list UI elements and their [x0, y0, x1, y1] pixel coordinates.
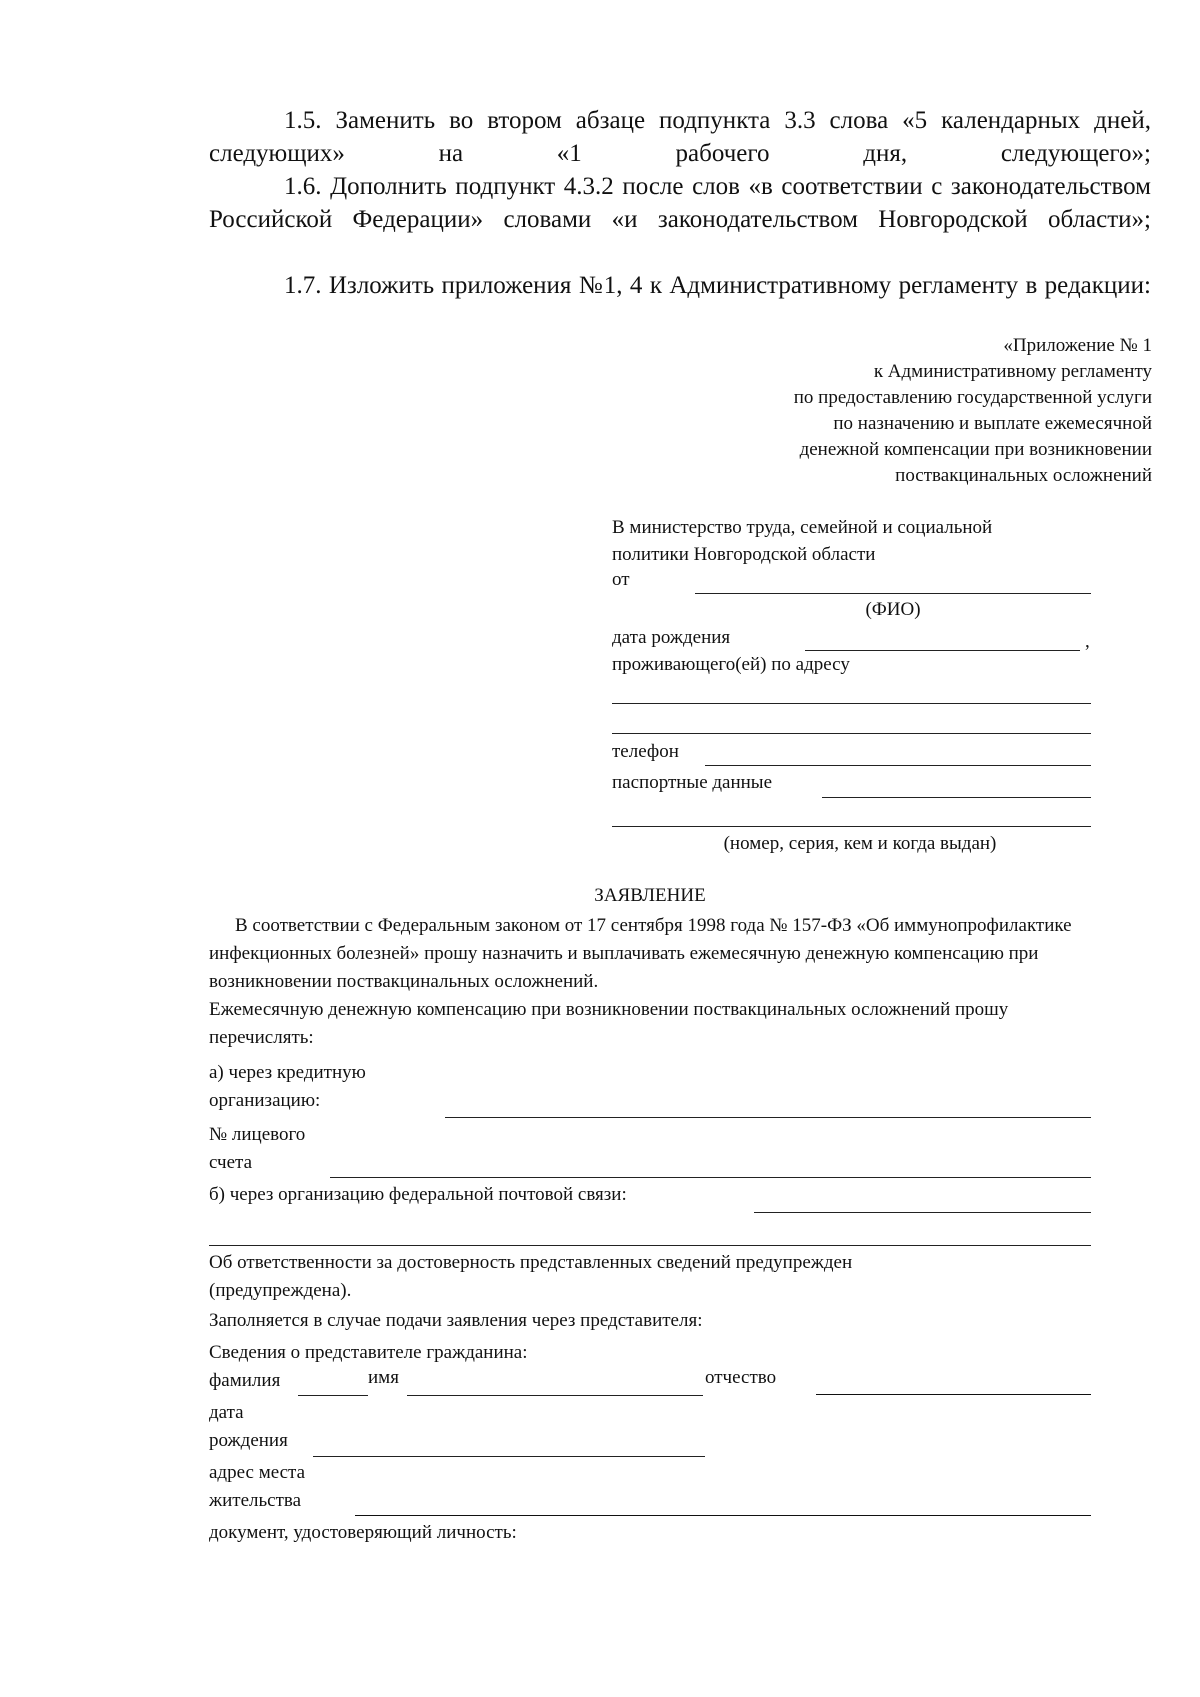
- statement-paragraph-1: В соответствии с Федеральным законом от 17 сентября 1998 года № 157-ФЗ «Об иммунопрофилактике инфекционных болезней» прошу назначить и выплачивать ежемесячную денежную компенсацию при возникновении поствакцинальных осложнений.: [209, 915, 1072, 992]
- statement-title: ЗАЯВЛЕНИЕ: [594, 885, 706, 906]
- credit-org-label-2: организацию:: [209, 1090, 321, 1111]
- passport-caption: (номер, серия, кем и когда выдан): [723, 833, 997, 854]
- appendix-line: денежной компенсации при возникновении: [799, 439, 1152, 460]
- name-field-line[interactable]: [407, 1395, 703, 1396]
- patronymic-label: отчество: [705, 1367, 777, 1388]
- appendix-line: по назначению и выплате ежемесячной: [833, 413, 1152, 434]
- surname-field-line[interactable]: [298, 1395, 368, 1396]
- appendix-line: к Административному регламенту: [873, 361, 1152, 382]
- credit-org-label-1: а) через кредитную: [209, 1062, 366, 1083]
- dob-label-2: рождения: [209, 1430, 288, 1451]
- phone-field-line[interactable]: [705, 765, 1091, 766]
- addressee-line-1: В министерство труда, семейной и социальной: [612, 517, 993, 538]
- amendment-1-5: 1.5. Заменить во втором абзаце подпункта 3.3 слова «5 календарных дней, следующих» на «1 рабочего дня, следующего»;: [209, 107, 1151, 167]
- address-label: проживающего(ей) по адресу: [612, 654, 850, 675]
- representative-heading: Сведения о представителе гражданина:: [209, 1342, 528, 1363]
- passport-field-line-1[interactable]: [822, 797, 1091, 798]
- appendix-header: [794, 333, 1152, 489]
- account-label-2: счета: [209, 1152, 253, 1173]
- birth-date-field-line[interactable]: [805, 650, 1080, 651]
- responsibility-line-2: (предупреждена).: [209, 1280, 352, 1301]
- statement-paragraph-2: Ежемесячную денежную компенсацию при возникновении поствакцинальных осложнений прошу перечислять:: [209, 999, 1009, 1048]
- responsibility-line-1: Об ответственности за достоверность представленных сведений предупрежден: [209, 1252, 853, 1273]
- post-label: б) через организацию федеральной почтовой связи:: [209, 1184, 627, 1205]
- representative-address-field-line[interactable]: [355, 1515, 1091, 1516]
- address-label-2: жительства: [209, 1490, 302, 1511]
- amendment-1-7: 1.7. Изложить приложения №1, 4 к Административному регламенту в редакции:: [284, 272, 1151, 299]
- representative-note: Заполняется в случае подачи заявления через представителя:: [209, 1310, 703, 1331]
- account-field-line[interactable]: [330, 1177, 1091, 1178]
- appendix-line: поствакцинальных осложнений: [895, 465, 1152, 486]
- surname-label: фамилия: [209, 1370, 281, 1391]
- amendment-1-6: 1.6. Дополнить подпункт 4.3.2 после слов «в соответствии с законодательством Российской Федерации» словами «и законодательством Новгородской области»;: [209, 173, 1151, 233]
- post-field-line[interactable]: [754, 1212, 1091, 1213]
- phone-label: телефон: [612, 741, 679, 762]
- from-label: от: [612, 569, 630, 590]
- credit-org-field-line[interactable]: [445, 1117, 1091, 1118]
- id-document-label: документ, удостоверяющий личность:: [209, 1522, 517, 1543]
- dob-label-1: дата: [209, 1402, 244, 1423]
- statement-body: [209, 912, 1089, 1052]
- birth-date-comma: ,: [1085, 631, 1090, 652]
- birth-date-label: дата рождения: [612, 627, 731, 648]
- fio-caption: (ФИО): [865, 599, 921, 620]
- fio-field-line[interactable]: [695, 593, 1091, 594]
- passport-field-line-2[interactable]: [612, 826, 1091, 827]
- addressee-line-2: политики Новгородской области: [612, 544, 876, 565]
- dob-field-line[interactable]: [313, 1456, 705, 1457]
- address-label-1: адрес места: [209, 1462, 306, 1483]
- address-field-line-1[interactable]: [612, 703, 1091, 704]
- appendix-line: «Приложение № 1: [1003, 335, 1152, 356]
- address-field-line-2[interactable]: [612, 733, 1091, 734]
- account-label-1: № лицевого: [209, 1124, 306, 1145]
- name-label: имя: [368, 1367, 399, 1388]
- passport-label: паспортные данные: [612, 772, 773, 793]
- post-field-line-2[interactable]: [209, 1245, 1091, 1246]
- patronymic-field-line[interactable]: [816, 1394, 1091, 1395]
- appendix-line: по предоставлению государственной услуги: [793, 387, 1152, 408]
